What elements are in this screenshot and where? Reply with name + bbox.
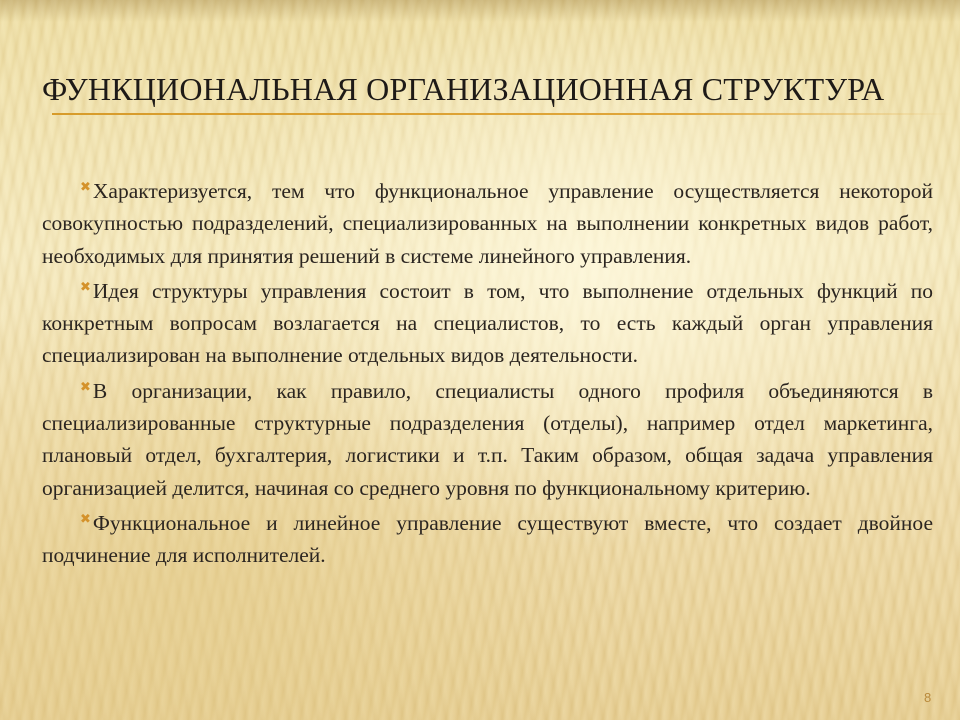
bullet-text: Идея структуры управления состоит в том, что выполнение отдельных функций по конкретным вопросам возлагается на специалистов, то есть каждый орган управления специализирован на выполнение отдельных видов деятельности.: [42, 278, 933, 368]
bullet-list: [42, 172, 933, 572]
x-mark-bullet-icon: ✖: [80, 279, 91, 295]
bullet-text: В организации, как правило, специалисты одного профиля объединяются в специализированные структурные подразделения (отделы), например отдел маркетинга, плановый отдел, бухгалтерия, логистики и т.п. Таким образом, общая задача управления организацией делится, начиная со среднего уровня по функциональному критерию.: [42, 378, 933, 500]
bullet-item: [42, 172, 933, 272]
page-number: 8: [924, 690, 932, 705]
title-underline: [52, 113, 952, 115]
bullet-text: Характеризуется, тем что функциональное управление осуществляется некоторой совокупностью подразделений, специализированных на выполнении конкретных видов работ, необходимых для принятия решений в системе линейного управления.: [42, 179, 933, 268]
bullet-item: [42, 372, 933, 504]
x-mark-bullet-icon: ✖: [80, 379, 91, 395]
slide-title: ФУНКЦИОНАЛЬНАЯ ОРГАНИЗАЦИОННАЯ СТРУКТУРА: [42, 71, 885, 107]
bullet-text: Функциональное и линейное управление существуют вместе, что создает двойное подчинение для исполнителей.: [42, 510, 933, 568]
x-mark-bullet-icon: ✖: [80, 511, 91, 527]
x-mark-bullet-icon: ✖: [80, 180, 91, 195]
bullet-item: [42, 504, 933, 572]
bullet-item: [42, 272, 933, 372]
